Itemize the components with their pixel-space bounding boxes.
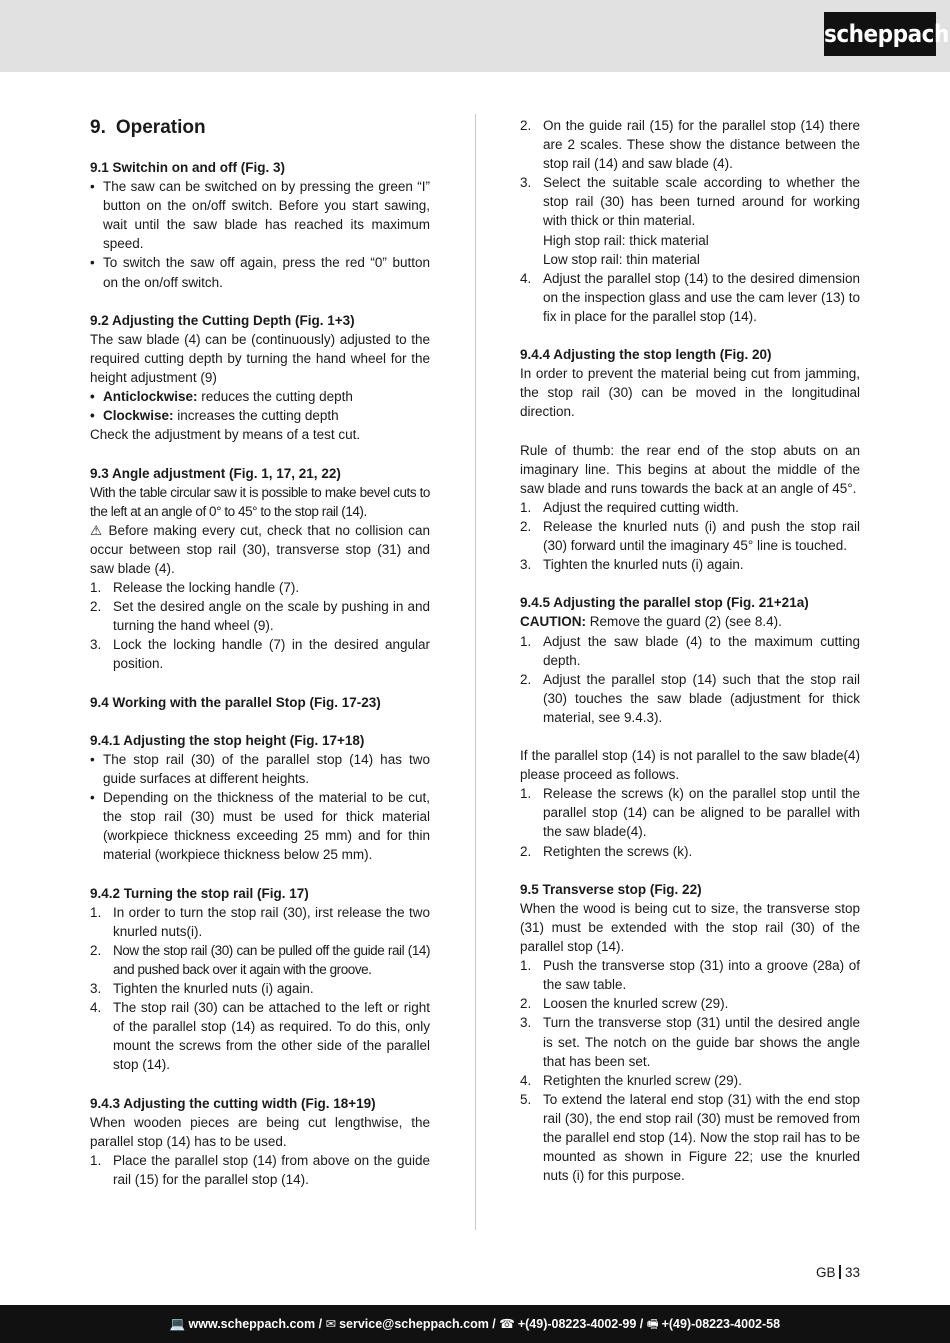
list-item: 2. Loosen the knurled screw (29).	[520, 996, 729, 1012]
heading-9-1: 9.1 Switchin on and off (Fig. 3)	[90, 160, 285, 175]
computer-icon: 💻	[169, 1317, 186, 1331]
bullet-item: • Anticlockwise: reduces the cutting depth	[90, 389, 353, 405]
column-divider	[475, 114, 476, 1230]
heading-9-3: 9.3 Angle adjustment (Fig. 1, 17, 21, 22)	[90, 465, 341, 481]
list-item: 5. To extend the lateral end stop (31) with the end stop rail (30), the end stop rail (30) must be removed from the parallel end stop (14). Now the stop rail has to be mounted as shown in Figure 22; use the knurled nuts (i) for this purpose.	[520, 1091, 860, 1184]
bullet-item: • Clockwise: increases the cutting depth	[90, 408, 339, 424]
list-item: 2. Now the stop rail (30) can be pulled off the guide rail (14) and pushed back over it again with the groove.	[90, 942, 430, 977]
bullet-item: • The stop rail (30) of the parallel stop (14) has two guide surfaces at different heights.	[90, 751, 430, 786]
list-item: 1. Adjust the required cutting width.	[520, 499, 739, 515]
paragraph: In order to prevent the material being cut from jamming, the stop rail (30) can be moved in the longitudinal direction.	[520, 366, 860, 420]
paragraph: If the parallel stop (14) is not parallel to the saw blade(4) please proceed as follows.	[520, 748, 860, 783]
list-item: 2. Set the desired angle on the scale by pushing in and turning the hand wheel (9).	[90, 599, 430, 634]
heading-9-2: 9.2 Adjusting the Cutting Depth (Fig. 1+3)	[90, 312, 355, 328]
section-number: 9.	[90, 117, 106, 138]
paragraph: The saw blade (4) can be (continuously) adjusted to the required cutting depth by turning the hand wheel for the height adjustment (9)	[90, 331, 430, 386]
paragraph: With the table circular saw it is possible to make bevel cuts to the left at an angle of 0° to 45° to the stop rail (14).	[90, 484, 430, 519]
bullet-item: • Depending on the thickness of the material to be cut, the stop rail (30) must be used for thick material (workpiece thickness exceeding 25 mm) and for thin material (workpiece thickness below 25 mm).	[90, 790, 430, 863]
heading-9-4-1: 9.4.1 Adjusting the stop height (Fig. 17+18)	[90, 732, 365, 748]
list-item: 2. Release the knurled nuts (i) and push the stop rail (30) forward until the imaginary 45° line is touched.	[520, 518, 860, 554]
warning-paragraph: ⚠ Before making every cut, check that no collision can occur between stop rail (30), transverse stop (31) and saw blade (4).	[90, 522, 430, 576]
footer-fax: +(49)-08223-4002-58	[661, 1317, 781, 1331]
left-column	[90, 116, 430, 1189]
page-number: GB 33	[815, 1265, 860, 1280]
footer-phone: +(49)-08223-4002-99	[517, 1317, 637, 1331]
heading-9-4-4: 9.4.4 Adjusting the stop length (Fig. 20)	[520, 347, 772, 363]
list-item: 3. Lock the locking handle (7) in the desired angular position.	[90, 637, 430, 672]
list-item: 3. Select the suitable scale according to whether the stop rail (30) has been turned around for working with thick or thin material. High stop rail: thick material Low stop rail: thin material	[520, 175, 860, 267]
list-item: 2. On the guide rail (15) for the parallel stop (14) there are 2 scales. These show the distance between the stop rail (14) and saw blade (4).	[520, 118, 860, 172]
list-item: 1. Release the screws (k) on the parallel stop until the parallel stop (14) can be aligned to be parallel with the saw blade(4).	[520, 786, 860, 840]
section-title-text: Operation	[115, 117, 206, 138]
paragraph: When the wood is being cut to size, the transverse stop (31) must be extended with the stop rail (30) of the parallel stop (14).	[520, 900, 860, 955]
phone-icon: ☎	[499, 1317, 515, 1331]
paragraph: When wooden pieces are being cut lengthwise, the parallel stop (14) has to be used.	[90, 1114, 430, 1149]
list-item: 4. Retighten the knurled screw (29).	[520, 1072, 742, 1088]
heading-9-4: 9.4 Working with the parallel Stop (Fig. 17-23)	[90, 694, 381, 710]
caution-paragraph: CAUTION: Remove the guard (2) (see 8.4).	[520, 614, 782, 630]
heading-9-4-3: 9.4.3 Adjusting the cutting width (Fig. 18+19)	[90, 1095, 376, 1111]
list-item: 1. Push the transverse stop (31) into a groove (28a) of the saw table.	[520, 958, 860, 993]
right-column	[520, 116, 860, 1185]
list-item: 3. Tighten the knurled nuts (i) again.	[90, 981, 314, 997]
scheppach-logo: scheppach	[824, 12, 936, 56]
list-item: 1. In order to turn the stop rail (30), irst release the two knurled nuts(i).	[90, 904, 430, 939]
bullet-item: • The saw can be switched on by pressing the green “I” button on the on/off switch. Before you start sawing, wait until the saw blade has reached its maximum speed.	[90, 179, 430, 252]
paragraph: Check the adjustment by means of a test cut.	[90, 427, 361, 443]
list-item: 2. Adjust the parallel stop (14) such that the stop rail (30) touches the saw blade (adjustment for thick material, see 9.4.3).	[520, 671, 860, 725]
list-item: 3. Turn the transverse stop (31) until the desired angle is set. The notch on the guide bar shows the angle that has been set.	[520, 1015, 860, 1069]
list-item: 1. Release the locking handle (7).	[90, 580, 300, 596]
footer-email[interactable]: service@scheppach.com	[339, 1317, 489, 1331]
heading-9-5: 9.5 Transverse stop (Fig. 22)	[520, 881, 702, 897]
footer-bar: 💻 www.scheppach.com / ✉ service@scheppach.com / ☎ +(49)-08223-4002-99 / 🖷 +(49)-08223-4002-58	[0, 1305, 950, 1343]
bullet-item: • To switch the saw off again, press the red “0” button on the on/off switch.	[90, 255, 430, 290]
paragraph: Rule of thumb: the rear end of the stop abuts on an imaginary line. This begins at about the middle of the saw blade and runs towards the back at an angle of 45°.	[520, 442, 860, 496]
list-item: 3. Tighten the knurled nuts (i) again.	[520, 557, 744, 573]
section-title	[90, 116, 430, 140]
mail-icon: ✉	[325, 1317, 337, 1331]
list-item: 4. Adjust the parallel stop (14) to the desired dimension on the inspection glass and use the cam lever (13) to fix in place for the parallel stop (14).	[520, 270, 860, 324]
heading-9-4-5: 9.4.5 Adjusting the parallel stop (Fig. 21+21a)	[520, 595, 809, 611]
fax-icon: 🖷	[646, 1317, 659, 1331]
warning-icon: ⚠	[90, 522, 104, 538]
heading-9-4-2: 9.4.2 Turning the stop rail (Fig. 17)	[90, 885, 309, 901]
footer-website[interactable]: www.scheppach.com	[188, 1317, 316, 1331]
list-item: 1. Place the parallel stop (14) from above on the guide rail (15) for the parallel stop (14).	[90, 1152, 430, 1187]
list-item: 2. Retighten the screws (k).	[520, 843, 693, 859]
header-bar	[0, 0, 950, 72]
list-item: 4. The stop rail (30) can be attached to the left or right of the parallel stop (14) as required. To do this, only mount the screws from the other side of the parallel stop (14).	[90, 1000, 430, 1073]
list-item: 1. Adjust the saw blade (4) to the maximum cutting depth.	[520, 633, 860, 668]
